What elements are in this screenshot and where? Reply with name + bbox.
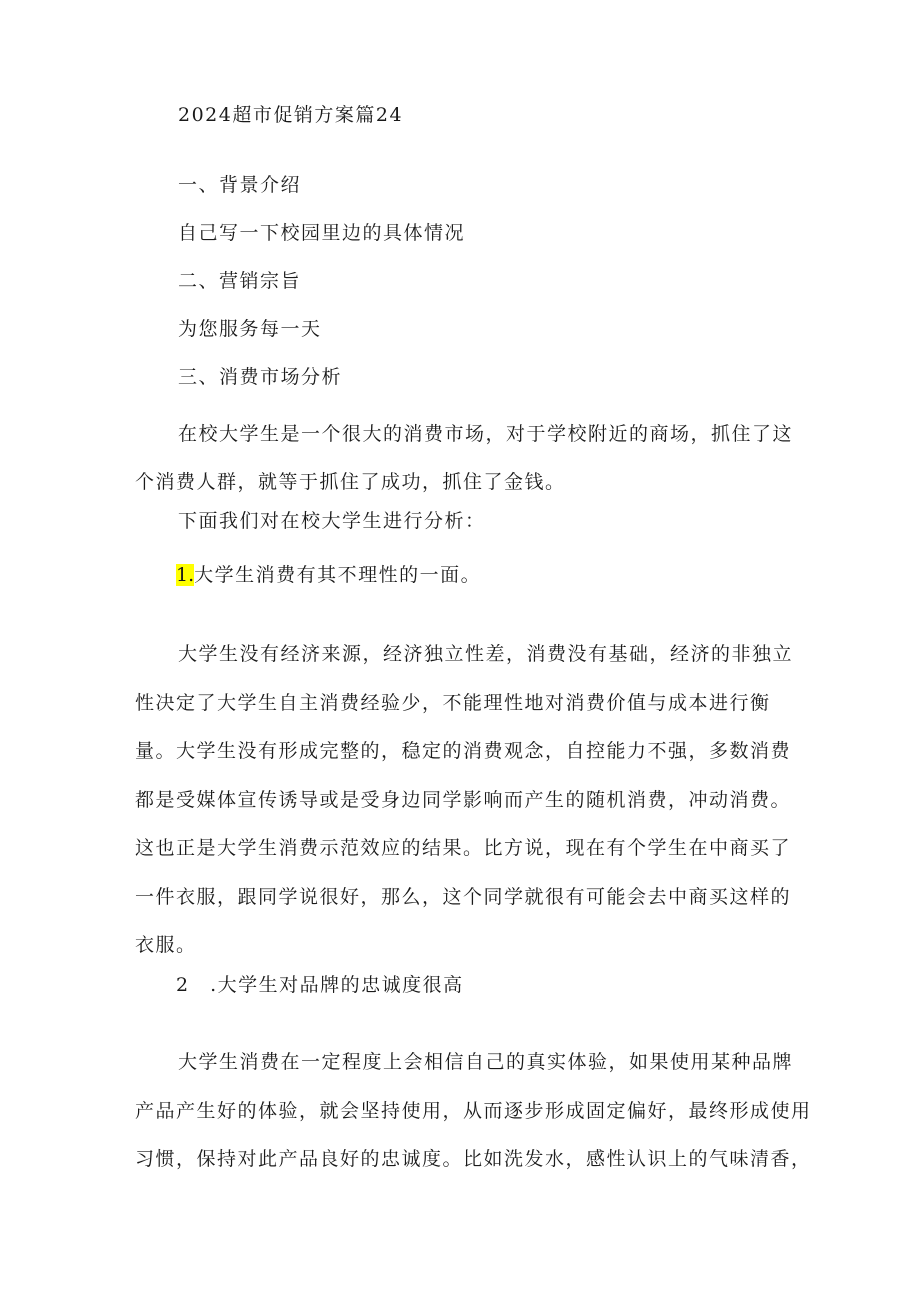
paragraph-line: 大学生没有经济来源，经济独立性差，消费没有基础，经济的非独立 <box>178 643 794 665</box>
section-2-heading: 二、营销宗旨 <box>178 270 302 292</box>
paragraph-line: 产品产生好的体验，就会坚持使用，从而逐步形成固定偏好，最终形成使用 <box>135 1099 812 1122</box>
point-1-number-highlight: 1. <box>176 564 195 586</box>
paragraph-irrational <box>135 630 795 970</box>
paragraph-line: 大学生消费在一定程度上会相信自己的真实体验，如果使用某种品牌 <box>178 1051 794 1073</box>
document-title: 2024超市促销方案篇24 <box>178 104 404 126</box>
paragraph-line: 都是受媒体宣传诱导或是受身边同学影响而产生的随机消费，冲动消费。 <box>135 788 792 811</box>
paragraph-line: 性决定了大学生自主消费经验少，不能理性地对消费价值与成本进行衡 <box>135 691 771 714</box>
paragraph-line: 在校大学生是一个很大的消费市场，对于学校附近的商场，抓住了这 <box>178 423 794 445</box>
analysis-intro: 下面我们对在校大学生进行分析： <box>178 510 486 532</box>
section-1-heading: 一、背景介绍 <box>178 174 302 196</box>
section-2-body: 为您服务每一天 <box>178 318 322 340</box>
paragraph-line: 一件衣服，跟同学说很好，那么，这个同学就很有可能会去中商买这样的 <box>135 885 792 908</box>
point-1-text: 大学生消费有其不理性的一面。 <box>194 564 482 586</box>
section-3-heading: 三、消费市场分析 <box>178 366 343 388</box>
paragraph-line: 量。大学生没有形成完整的，稳定的消费观念，自控能力不强，多数消费 <box>135 740 792 762</box>
paragraph-line: 个消费人群，就等于抓住了成功，抓住了金钱。 <box>135 471 566 493</box>
point-2-heading: 2 .大学生对品牌的忠诚度很高 <box>176 974 464 996</box>
paragraph-line: 习惯，保持对此产品良好的忠诚度。比如洗发水，感性认识上的气味清香， <box>135 1148 812 1170</box>
paragraph-brand-loyalty <box>135 1038 812 1184</box>
paragraph-line: 这也正是大学生消费示范效应的结果。比方说，现在有个学生在中商买了 <box>135 837 792 859</box>
paragraph-market <box>135 410 794 506</box>
point-1-heading <box>176 562 481 588</box>
paragraph-line: 衣服。 <box>135 934 197 956</box>
section-1-body: 自己写一下校园里边的具体情况 <box>178 222 466 244</box>
